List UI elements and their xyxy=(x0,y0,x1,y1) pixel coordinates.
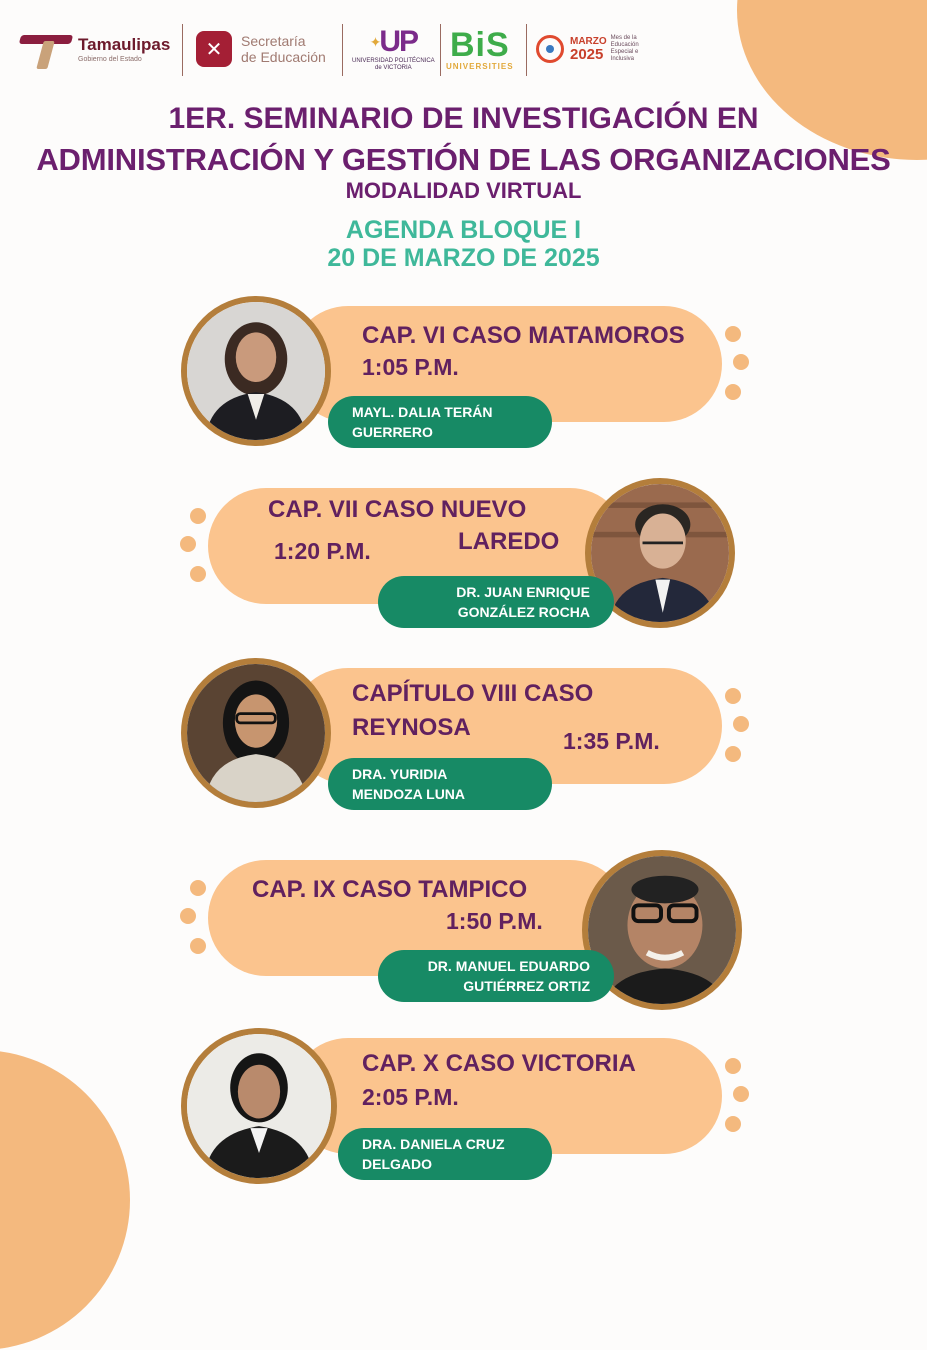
decorative-dot xyxy=(733,354,749,370)
secretaria-mark-icon: ✕ xyxy=(196,31,232,67)
speaker-name-line1: DRA. DANIELA CRUZ xyxy=(362,1136,505,1152)
speaker-avatar-icon xyxy=(187,302,325,440)
agenda-block-label: AGENDA BLOQUE I xyxy=(345,216,582,244)
session-card xyxy=(0,296,927,466)
speaker-photo xyxy=(181,1028,337,1184)
inclusion-person-icon xyxy=(536,35,564,63)
decorative-dot xyxy=(190,508,206,524)
logo-bar xyxy=(0,14,927,84)
logo-divider xyxy=(342,24,343,76)
session-chapter-line1: CAPÍTULO VIII CASO xyxy=(352,680,594,707)
seminar-title-line2: ADMINISTRACIÓN Y GESTIÓN DE LAS ORGANIZACIONES xyxy=(36,142,891,177)
speaker-name-line2: MENDOZA LUNA xyxy=(352,786,466,802)
session-time: 1:50 P.M. xyxy=(446,908,543,934)
speaker-badge xyxy=(328,396,552,448)
secretaria-line1: Secretaría xyxy=(241,33,306,49)
session-chapter: CAP. IX CASO TAMPICO xyxy=(252,876,528,903)
decorative-dot xyxy=(725,1116,741,1132)
speaker-badge xyxy=(378,576,614,628)
decorative-dot xyxy=(190,566,206,582)
speaker-name-line2: GUERRERO xyxy=(352,424,433,440)
session-chapter: CAP. VI CASO MATAMOROS xyxy=(362,322,685,349)
secretaria-logo xyxy=(196,14,326,84)
up-logo xyxy=(352,14,435,84)
session-chapter: CAP. X CASO VICTORIA xyxy=(362,1050,636,1077)
logo-divider xyxy=(440,24,441,76)
tamaulipas-logo xyxy=(18,14,170,84)
session-chapter-line2: REYNOSA xyxy=(352,714,471,741)
session-time: 1:35 P.M. xyxy=(563,728,660,754)
speaker-name-line2: DELGADO xyxy=(362,1156,432,1172)
marzo-logo xyxy=(536,14,653,84)
session-card xyxy=(0,1028,927,1198)
decorative-dot xyxy=(725,326,741,342)
up-star-icon: ✦ xyxy=(369,34,380,50)
bis-logo xyxy=(446,14,514,84)
agenda-date: 20 DE MARZO DE 2025 xyxy=(327,244,600,272)
tamaulipas-name: Tamaulipas xyxy=(78,35,171,54)
speaker-photo xyxy=(181,658,331,808)
speaker-name-line2: GUTIÉRREZ ORTIZ xyxy=(463,978,590,994)
modality-label: MODALIDAD VIRTUAL xyxy=(345,178,582,203)
seminar-title-line1: 1ER. SEMINARIO DE INVESTIGACIÓN EN xyxy=(168,102,759,135)
logo-divider xyxy=(182,24,183,76)
bis-mark: BiS xyxy=(449,25,510,64)
speaker-badge xyxy=(338,1128,552,1180)
speaker-name-line1: DRA. YURIDIA xyxy=(352,766,448,782)
marzo-tagline: Mes de la Educación Especial e Inclusiva xyxy=(610,35,639,62)
decorative-dot xyxy=(180,908,196,924)
speaker-badge xyxy=(328,758,552,810)
marzo-year: 2025 xyxy=(570,46,604,63)
session-chapter-line2: LAREDO xyxy=(458,528,560,555)
tamaulipas-subtitle: Gobierno del Estado xyxy=(78,56,142,63)
decorative-dot xyxy=(725,688,741,704)
up-mark: UP xyxy=(379,25,418,58)
speaker-photo xyxy=(181,296,331,446)
decorative-dot xyxy=(725,1058,741,1074)
decorative-dot xyxy=(180,536,196,552)
session-time: 2:05 P.M. xyxy=(362,1084,459,1110)
session-time: 1:05 P.M. xyxy=(362,354,459,380)
marzo-month: MARZO xyxy=(570,36,607,47)
speaker-name-line1: DR. JUAN ENRIQUE xyxy=(456,584,590,600)
up-caption-line2: de VICTORIA xyxy=(375,65,412,71)
decorative-dot xyxy=(190,880,206,896)
speaker-avatar-icon xyxy=(187,1034,331,1178)
secretaria-line2: de Educación xyxy=(241,49,326,65)
decorative-dot xyxy=(190,938,206,954)
bis-caption: UNIVERSITIES xyxy=(446,61,514,71)
decorative-dot xyxy=(725,384,741,400)
decorative-dot xyxy=(733,1086,749,1102)
decorative-dot xyxy=(733,716,749,732)
session-time: 1:20 P.M. xyxy=(274,538,371,564)
up-caption-line1: UNIVERSIDAD POLITÉCNICA xyxy=(352,58,435,64)
logo-divider xyxy=(526,24,527,76)
decorative-dot xyxy=(725,746,741,762)
speaker-avatar-icon xyxy=(187,664,325,802)
tamaulipas-mark-icon xyxy=(18,29,74,69)
speaker-name-line1: DR. MANUEL EDUARDO xyxy=(427,958,590,974)
session-chapter-line1: CAP. VII CASO NUEVO xyxy=(268,496,527,523)
speaker-badge xyxy=(378,950,614,1002)
session-card xyxy=(0,850,927,1020)
speaker-name-line2: GONZÁLEZ ROCHA xyxy=(457,604,590,620)
speaker-name-line1: MAYL. DALIA TERÁN xyxy=(352,404,493,420)
session-card xyxy=(0,478,927,648)
session-card xyxy=(0,658,927,828)
